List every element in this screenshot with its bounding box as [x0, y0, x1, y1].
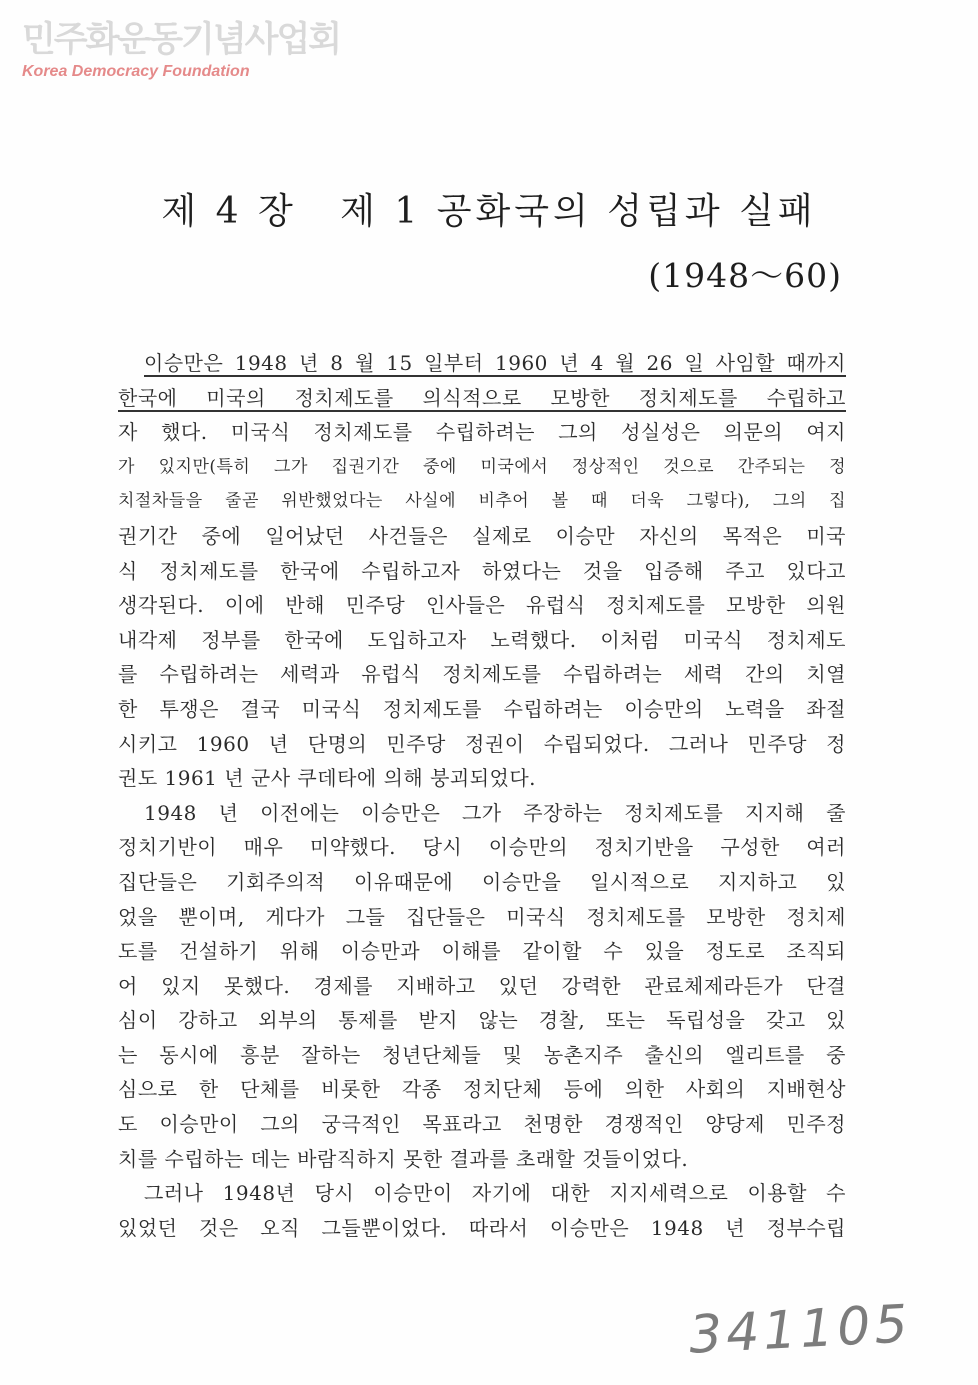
handwritten-number: 341105	[688, 1294, 914, 1366]
text-line: 이승만은 1948 년 8 월 15 일부터 1960 년 4 월 26 일 사임할 때까지	[144, 351, 846, 375]
text-line: 었을 뿐이며, 게다가 그들 집단들은 미국식 정치제도를 모방한 정치제	[118, 904, 846, 929]
text-line: 심으로 한 단체를 비롯한 각종 정치단체 등에 의한 사회의 지배현상	[118, 1077, 846, 1102]
text-line: 식 정치제도를 한국에 수립하고자 하였다는 것을 입증해 주고 있다고	[118, 558, 846, 583]
text-line: 시키고 1960 년 단명의 민주당 정권이 수립되었다. 그러나 민주당 정	[118, 731, 846, 756]
text-line: 1948 년 이전에는 이승만은 그가 주장하는 정치제도를 지지해 줄	[144, 800, 846, 825]
text-line: 정치기반이 매우 미약했다. 당시 이승만의 정치기반을 구성한 여러	[118, 835, 846, 860]
text-line: 자 했다. 미국식 정치제도를 수립하려는 그의 성실성은 의문의 여지	[118, 420, 846, 445]
text-line: 심이 강하고 외부의 통제를 받지 않는 경찰, 또는 독립성을 갖고 있	[118, 1008, 846, 1033]
text-line: 는 동시에 흥분 잘하는 청년단체들 및 농촌지주 출신의 엘리트를 중	[118, 1042, 846, 1067]
chapter-period: (1948～60)	[648, 256, 842, 295]
text-line: 내각제 정부를 한국에 도입하고자 노력했다. 이처럼 미국식 정치제도	[118, 627, 846, 652]
chapter-title	[0, 183, 978, 234]
foundation-logo	[22, 20, 341, 82]
text-line: 도 이승만이 그의 궁극적인 목표라고 천명한 경쟁적인 양당제 민주정	[118, 1112, 846, 1137]
text-line: 집단들은 기회주의적 이유때문에 이승만을 일시적으로 지지하고 있	[118, 869, 846, 894]
body-text	[118, 346, 846, 1245]
chapter-heading: 제 1 공화국의 성립과 실패	[340, 191, 817, 232]
text-line: 가 있지만(특히 그가 집권기간 중에 미국에서 정상적인 것으로 간주되는 정	[118, 456, 846, 477]
chapter-number: 제 4 장	[161, 191, 297, 232]
text-line: 한국에 미국의 정치제도를 의식적으로 모방한 정치제도를 수립하고	[118, 385, 846, 410]
text-line: 어 있지 못했다. 경제를 지배하고 있던 강력한 관료체제라든가 단결	[118, 973, 846, 998]
text-line: 를 수립하려는 세력과 유럽식 정치제도를 수립하려는 세력 간의 치열	[118, 662, 846, 687]
text-line: 권도 1961 년 군사 쿠데타에 의해 붕괴되었다.	[118, 766, 537, 791]
text-line: 한 투쟁은 결국 미국식 정치제도를 수립하려는 이승만의 노력을 좌절	[118, 696, 846, 721]
text-line: 생각된다. 이에 반해 민주당 인사들은 유럽식 정치제도를 모방한 의원	[118, 593, 846, 618]
text-line: 권기간 중에 일어났던 사건들은 실제로 이승만 자신의 목적은 미국	[118, 523, 846, 548]
text-line: 그러나 1948년 당시 이승만이 자기에 대한 지지세력으로 이용할 수	[144, 1181, 846, 1206]
text-line: 치절차들을 줄곧 위반했었다는 사실에 비추어 볼 때 더욱 그렇다), 그의 집	[118, 491, 846, 512]
text-line: 치를 수립하는 데는 바람직하지 못한 결과를 초래할 것들이었다.	[118, 1146, 689, 1171]
logo-korean-text: 민주화운동기념사업회	[22, 20, 341, 60]
logo-english-text: Korea Democracy Foundation	[22, 63, 250, 80]
text-line: 도를 건설하기 위해 이승만과 이해를 같이할 수 있을 정도로 조직되	[118, 939, 846, 964]
text-line: 있었던 것은 오직 그들뿐이었다. 따라서 이승만은 1948 년 정부수립	[118, 1215, 846, 1240]
